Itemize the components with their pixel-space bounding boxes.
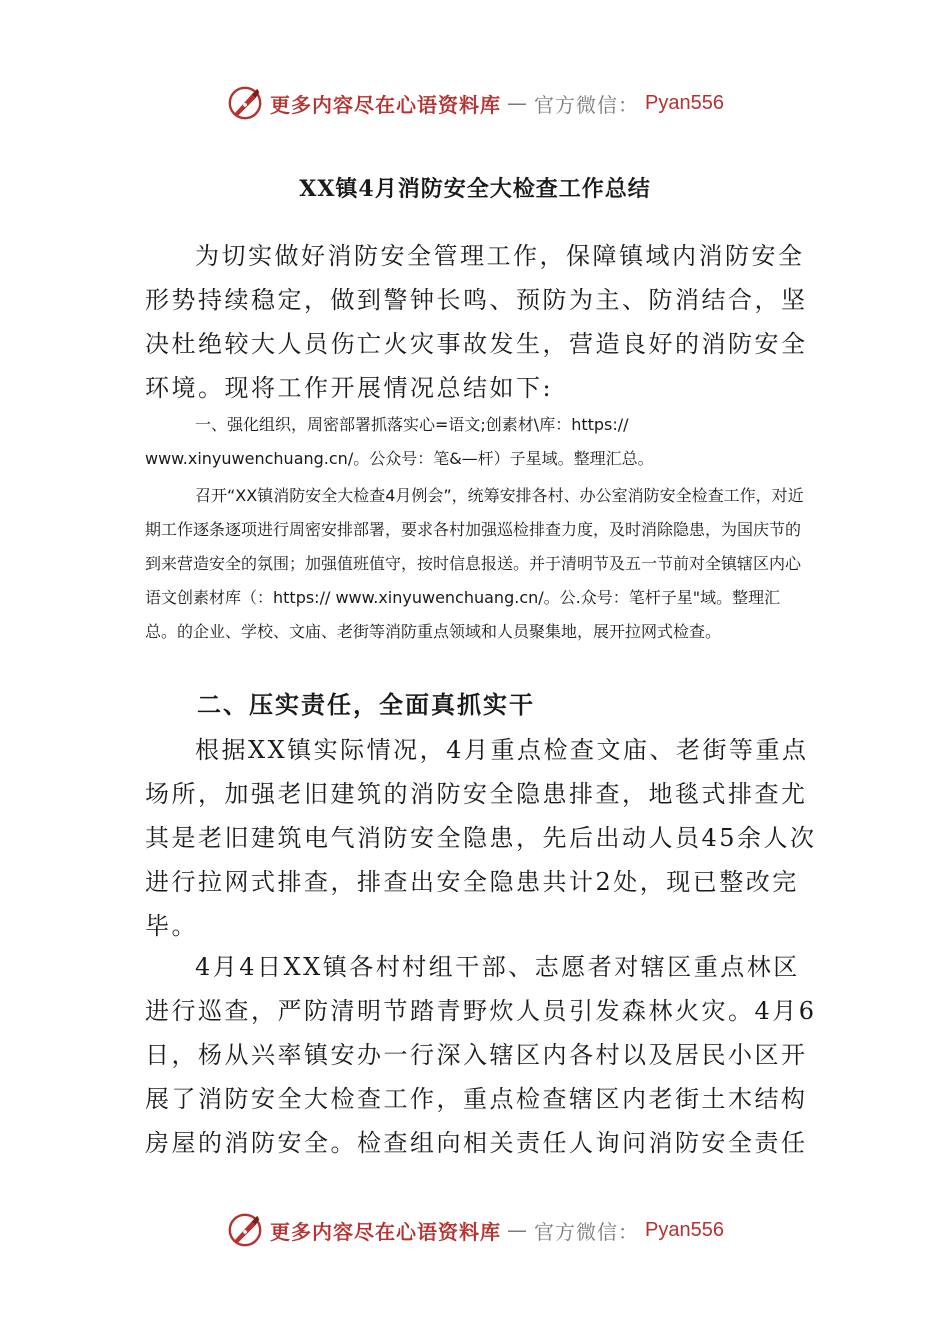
section2-paragraph-1: 根据XX镇实际情况，4月重点检查文庙、老街等重点场所，加强老旧建筑的消防安全隐患排查，地毯式排查尤其是老旧建筑电气消防安全隐患，先后出动人员45余人次进行拉网式排查，排查出安全隐患共计2处，现已整改完毕。 — [145, 736, 817, 940]
section1-heading: 一、强化组织，周密部署抓落实心=语文;创素材\库：https:// www.xinyuwenchuang.cn/。公众号：笔&—杆）子星域。整理汇总。 — [145, 415, 654, 468]
pen-nib-circle-icon — [226, 1211, 264, 1249]
pen-nib-circle-icon — [226, 84, 264, 122]
banner-main-text: 更多内容尽在心语资料库 — [270, 92, 502, 117]
banner-wechat-id: Pyan556 — [645, 91, 724, 114]
footer-banner — [0, 1205, 950, 1255]
banner-suffix-text: 官方微信： — [534, 1219, 640, 1244]
banner-separator: — — [507, 91, 529, 115]
banner-suffix-text: 官方微信： — [534, 92, 640, 117]
document-title: XX镇4月消防安全大检查工作总结 — [299, 176, 651, 202]
banner-wechat-id: Pyan556 — [645, 1218, 724, 1241]
section2-heading: 二、压实责任，全面真抓实干 — [197, 690, 535, 719]
section2-paragraph-2: 4月4日XX镇各村村组干部、志愿者对辖区重点林区进行巡查，严防清明节踏青野炊人员引发森林火灾。4月6日，杨从兴率镇安办一行深入辖区内各村以及居民小区开展了消防安全大检查工作，重点检查辖区内老街土木结构房屋的消防安全。检查组向相关责任人询问消防安全责任 — [145, 953, 817, 1157]
header-banner — [0, 78, 950, 128]
banner-main-text: 更多内容尽在心语资料库 — [270, 1219, 502, 1244]
banner-separator: — — [507, 1218, 529, 1242]
section1-body: 召开“XX镇消防安全大检查4月例会”，统筹安排各村、办公室消防安全检查工作，对近期工作逐条逐项进行周密安排部署，要求各村加强巡检排查力度，及时消除隐患，为国庆节的到来营造安全的氛围；加强值班值守，按时信息报送。并于清明节及五一节前对全镇辖区内心语文创素材库（：https:// www.xinyuwenchuang.cn/。公.众号：笔杆子星"域。整理汇总。的企业、学校、文庙、老街等消防重点领域和人员聚集地，展开拉网式检查。 — [145, 486, 804, 641]
intro-paragraph: 为切实做好消防安全管理工作，保障镇域内消防安全形势持续稳定，做到警钟长鸣、预防为主、防消结合，坚决杜绝较大人员伤亡火灾事故发生，营造良好的消防安全环境。现将工作开展情况总结如下: — [145, 242, 808, 402]
